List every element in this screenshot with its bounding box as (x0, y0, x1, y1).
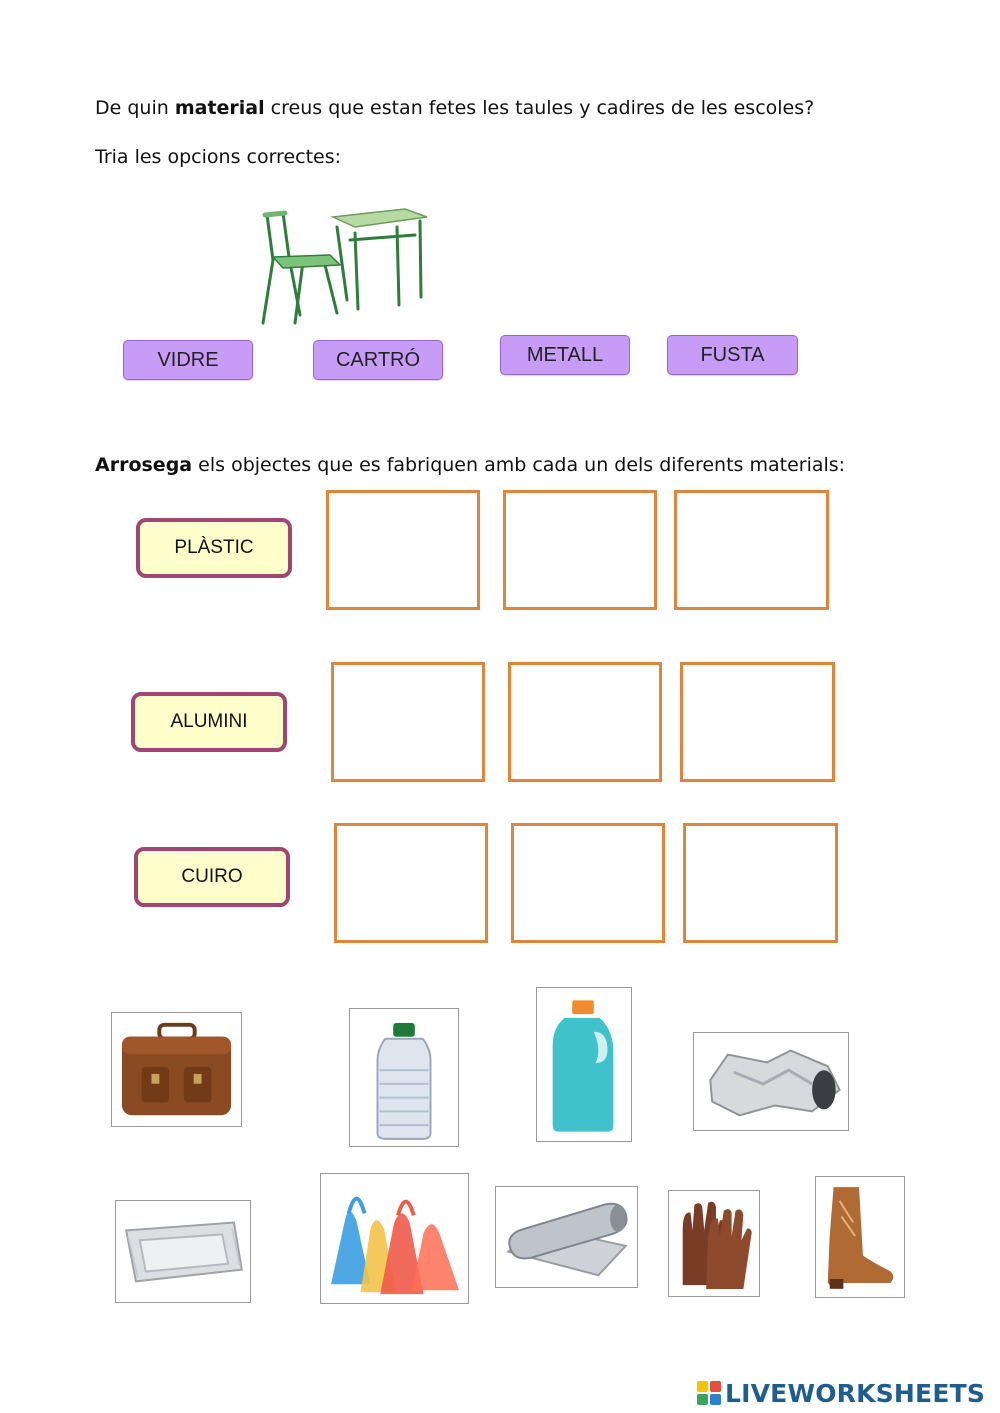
leather-gloves-image[interactable] (668, 1190, 760, 1297)
question-1-prefix: De quin (95, 97, 175, 119)
drop-box-plastic-3[interactable] (674, 490, 829, 610)
crushed-can-image[interactable] (693, 1032, 849, 1131)
option-vidre-button[interactable]: VIDRE (123, 340, 253, 380)
question-2-suffix: els objectes que es fabriquen amb cada un dels diferents materials: (192, 454, 846, 476)
desk-chair-image (255, 205, 430, 327)
aluminum-foil-image[interactable] (495, 1186, 638, 1288)
drop-box-alumini-2[interactable] (508, 662, 662, 782)
aluminum-tray-image[interactable] (115, 1200, 251, 1303)
question-1-suffix: creus que estan fetes les taules y cadires de les escoles? (264, 97, 815, 119)
drop-box-cuiro-1[interactable] (334, 823, 488, 943)
detergent-bottle-image[interactable] (536, 987, 632, 1142)
logo-grid-icon (697, 1381, 721, 1405)
question-1-instruction: Tria les opcions correctes: (95, 146, 342, 168)
question-2-text (95, 453, 845, 477)
question-2-bold: Arrosega (95, 454, 193, 476)
water-bottle-image[interactable] (349, 1008, 459, 1147)
drop-box-cuiro-2[interactable] (511, 823, 665, 943)
logo-text: LIVEWORKSHEETS (725, 1378, 986, 1408)
option-fusta-button[interactable]: FUSTA (667, 335, 798, 375)
question-1-bold: material (174, 97, 265, 119)
question-1-text (95, 96, 814, 120)
liveworksheets-logo (697, 1378, 985, 1408)
leather-boot-image[interactable] (815, 1176, 905, 1298)
leather-briefcase-image[interactable] (111, 1012, 242, 1127)
material-label-cuiro: CUIRO (134, 847, 290, 907)
option-metall-button[interactable]: METALL (500, 335, 630, 375)
drop-box-cuiro-3[interactable] (683, 823, 838, 943)
drop-box-plastic-2[interactable] (503, 490, 657, 610)
plastic-bags-image[interactable] (320, 1173, 469, 1304)
option-carto-button[interactable]: CARTRÓ (313, 340, 443, 380)
material-label-alumini: ALUMINI (131, 692, 287, 752)
drop-box-plastic-1[interactable] (326, 490, 480, 610)
drop-box-alumini-1[interactable] (331, 662, 485, 782)
drop-box-alumini-3[interactable] (680, 662, 835, 782)
material-label-plastic: PLÀSTIC (136, 518, 292, 578)
